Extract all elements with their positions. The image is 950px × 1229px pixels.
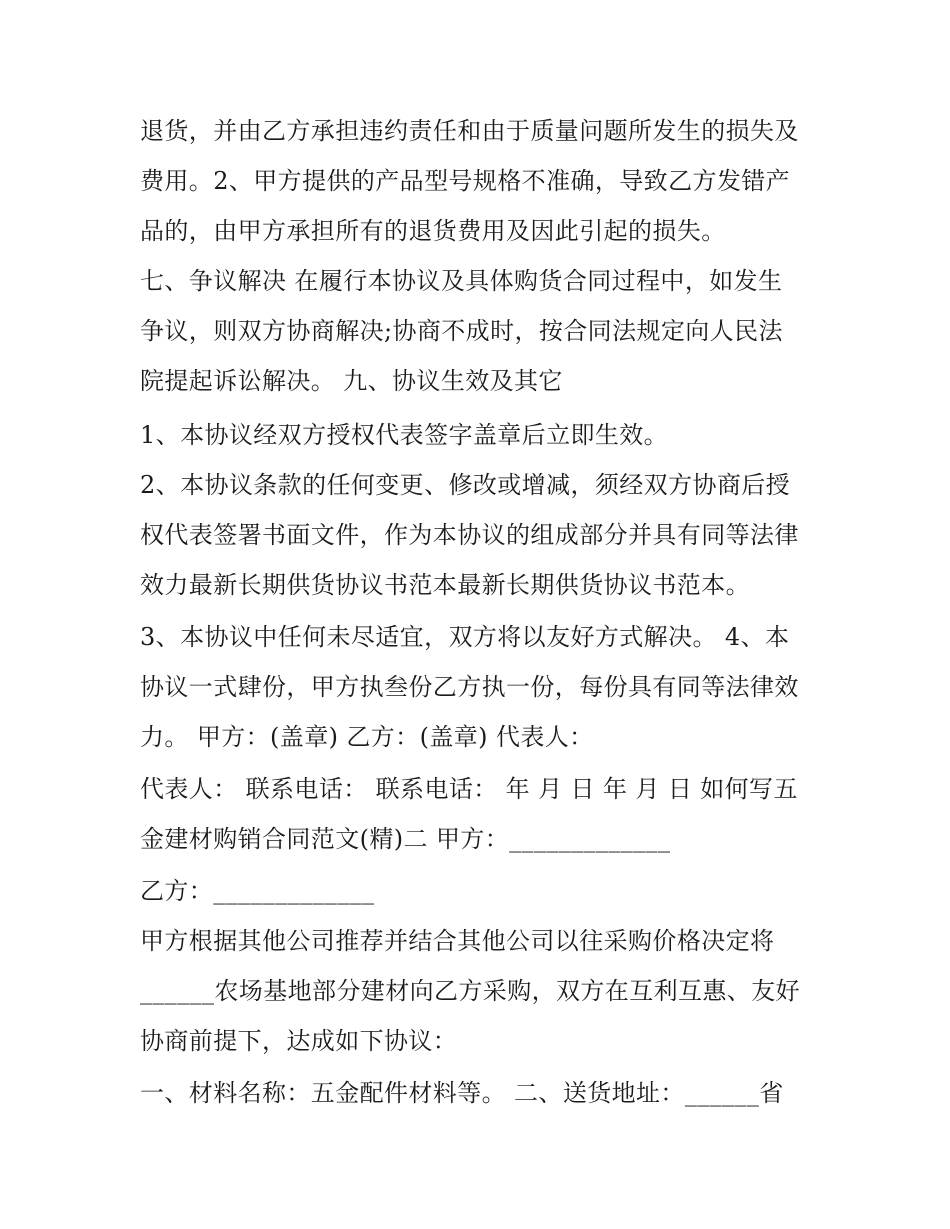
text-line: 品的，由甲方承担所有的退货费用及因此引起的损失。	[140, 217, 726, 245]
text-line: 协议一式肆份，甲方执叁份乙方执一份，每份具有同等法律效	[140, 673, 799, 701]
text-line: 代表人： 联系电话： 联系电话： 年 月 日 年 月 日 如何写五	[140, 775, 798, 803]
text-line: 争议，则双方协商解决;协商不成时，按合同法规定向人民法	[140, 317, 783, 345]
text-line: 金建材购销合同范文(精)二 甲方：_____________	[140, 825, 671, 853]
text-line: 效力最新长期供货协议书范本最新长期供货协议书范本。	[140, 571, 750, 599]
text-line: 院提起诉讼解决。 九、协议生效及其它	[140, 367, 563, 395]
text-line: 费用。2、甲方提供的产品型号规格不准确，导致乙方发错产	[140, 167, 791, 195]
text-line: ______农场基地部分建材向乙方采购，双方在互利互惠、友好	[140, 977, 800, 1005]
text-line: 3、本协议中任何未尽适宜，双方将以友好方式解决。 4、本	[140, 623, 790, 651]
text-line: 甲方根据其他公司推荐并结合其他公司以往采购价格决定将	[140, 927, 775, 955]
text-line: 1、本协议经双方授权代表签字盖章后立即生效。	[140, 421, 669, 449]
text-line: 2、本协议条款的任何变更、修改或增减，须经双方协商后授	[140, 471, 791, 499]
text-line: 力。 甲方：(盖章) 乙方：(盖章) 代表人：	[140, 723, 594, 751]
text-line: 权代表签署书面文件，作为本协议的组成部分并具有同等法律	[140, 521, 799, 549]
text-line: 七、争议解决 在履行本协议及具体购货合同过程中，如发生	[140, 267, 783, 295]
text-line: 退货，并由乙方承担违约责任和由于质量问题所发生的损失及	[140, 117, 799, 145]
text-line: 协商前提下，达成如下协议：	[140, 1027, 458, 1055]
text-line: 乙方：_____________	[140, 877, 375, 905]
text-line: 一、材料名称：五金配件材料等。 二、送货地址：______省	[140, 1079, 784, 1107]
